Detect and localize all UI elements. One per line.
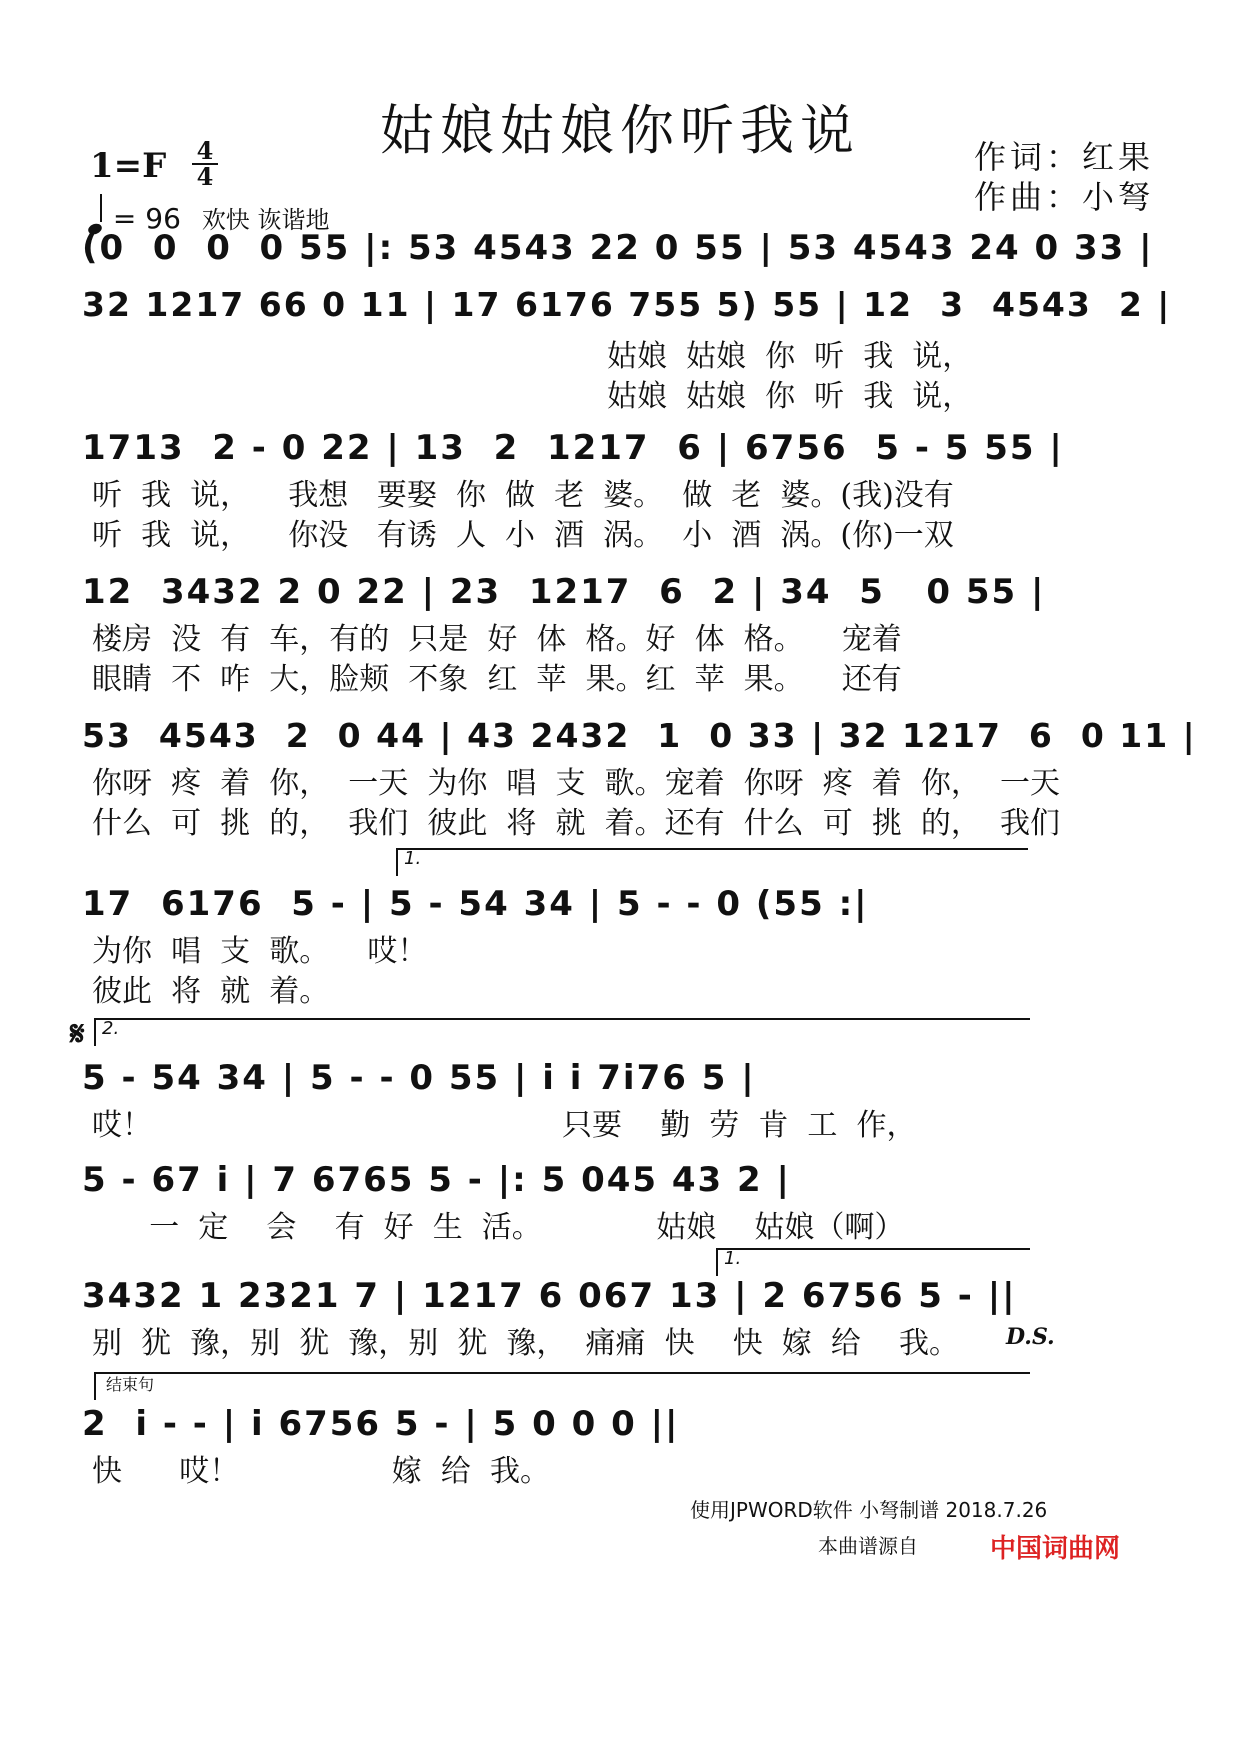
notation-line: 5 - 67 i | 7 6765 5 - |: 5 045 43 2 | (82, 1160, 791, 1200)
volta-bracket-1 (396, 848, 1028, 876)
notation-line: (0 0 0 0 55 |: 53 4543 22 0 55 | 53 4543 24 0 33 | (82, 228, 1154, 268)
lyrics-verse-2: 眼睛 不 咋 大，脸颊 不象 红 苹 果。红 苹 果。 还有 (92, 662, 902, 697)
lyrics-verse-2: 彼此 将 就 着。 (92, 974, 330, 1009)
time-signature (192, 136, 218, 191)
ending-label: 结束句 (106, 1375, 155, 1394)
time-signature-bottom: 4 (196, 162, 214, 191)
lyrics-verse-2: 姑娘 姑娘 你 听 我 说， (92, 379, 973, 414)
lyrics-verse-1: 哎！ 只要 勤 劳 肯 工 作， (92, 1108, 917, 1143)
notation-line: 32 1217 66 0 11 | 17 6176 755 5) 55 | 12 3 4543 2 | (82, 285, 1172, 324)
segno-icon: 𝄋 (70, 1014, 85, 1054)
lyrics-verse-1: 楼房 没 有 车，有的 只是 好 体 格。好 体 格。 宠着 (92, 622, 902, 657)
page-title: 姑娘姑娘你听我说 (380, 99, 860, 162)
volta-2-label: 2. (102, 1018, 120, 1039)
lyricist-credit: 作词：红果 (973, 138, 1154, 176)
volta-1b-label: 1. (724, 1248, 742, 1269)
notation-line: 12 3432 2 0 22 | 23 1217 6 2 | 34 5 0 55 | (82, 572, 1046, 612)
volta-bracket-2 (94, 1018, 1030, 1046)
lyrics-verse-1: 姑娘 姑娘 你 听 我 说， (92, 339, 973, 374)
time-signature-top: 4 (196, 136, 214, 165)
volta-bracket-1b (716, 1248, 1030, 1276)
composer-credit: 作曲：小弩 (973, 178, 1154, 216)
dal-segno-mark: D.S. (1006, 1324, 1055, 1350)
notation-line: 1713 2 - 0 22 | 13 2 1217 6 | 6756 5 - 5 55 | (82, 428, 1064, 468)
notation-line: 2 i - - | i 6756 5 - | 5 0 0 0 || (82, 1404, 680, 1444)
lyrics-verse-1: 快 哎！ 嫁 给 我。 (92, 1454, 550, 1489)
notation-line: 5 - 54 34 | 5 - - 0 55 | i i 7i76 5 | (82, 1058, 756, 1098)
lyrics-verse-1: 别 犹 豫，别 犹 豫，别 犹 豫， 痛痛 快 快 嫁 给 我。 (92, 1326, 960, 1361)
tempo-expression: 欢快 诙谐地 (201, 206, 330, 234)
volta-1-label: 1. (404, 848, 422, 869)
footer-software: 使用JPWORD软件 小弩制谱 2018.7.26 (690, 1498, 1048, 1522)
footer-source: 本曲谱源自 (818, 1534, 918, 1558)
lyrics-verse-1: 为你 唱 支 歌。 哎！ (92, 934, 428, 969)
ending-bracket (94, 1372, 1030, 1400)
notation-line: 53 4543 2 0 44 | 43 2432 1 0 33 | 32 1217 6 0 11 | (82, 716, 1197, 755)
tempo-bpm: = 96 (112, 202, 181, 235)
lyrics-verse-1: 一 定 会 有 好 生 活。 姑娘 姑娘（啊） (92, 1210, 905, 1245)
brand-logo: 中国词曲网 (990, 1534, 1121, 1564)
key-signature: 1=F (90, 146, 167, 186)
notation-line: 3432 1 2321 7 | 1217 6 067 13 | 2 6756 5 - || (82, 1276, 1017, 1316)
lyrics-verse-1: 听 我 说， 我想 要娶 你 做 老 婆。 做 老 婆。(我)没有 (92, 478, 954, 513)
notation-line: 17 6176 5 - | 5 - 54 34 | 5 - - 0 (55 :| (82, 884, 869, 924)
lyrics-verse-2: 听 我 说， 你没 有诱 人 小 酒 涡。 小 酒 涡。(你)一双 (92, 518, 954, 553)
lyrics-verse-2: 什么 可 挑 的， 我们 彼此 将 就 着。还有 什么 可 挑 的， 我们 (92, 806, 1060, 841)
lyrics-verse-1: 你呀 疼 着 你， 一天 为你 唱 支 歌。宠着 你呀 疼 着 你， 一天 (92, 766, 1060, 801)
